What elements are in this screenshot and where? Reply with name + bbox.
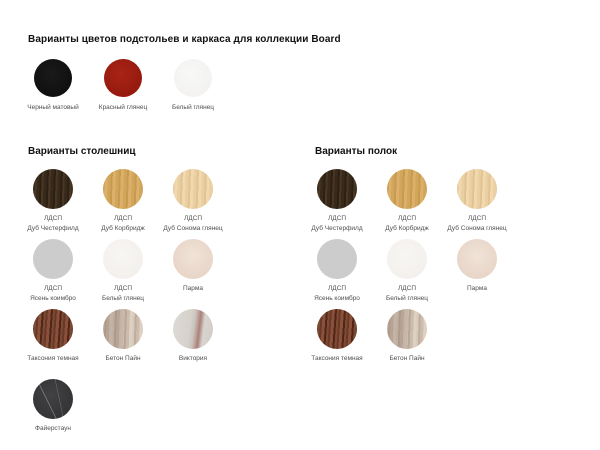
material-swatch-circle [317,239,357,279]
swatch-item [88,169,158,239]
swatch-label: Файерстаун [35,425,71,432]
swatch-label: Бетон Пайн [105,355,141,362]
swatch-label: Белый глянец [171,104,215,111]
shelf-swatch-group [302,169,512,379]
material-swatch-circle [317,309,357,349]
swatch-label: ЛДСП [43,215,63,222]
swatch-label: Виктория [178,355,208,362]
swatch-label: ЛДСП [113,285,133,292]
swatch-item [158,309,228,379]
swatch-label: Дуб Корбридж [101,225,145,233]
material-swatch-circle [104,59,142,97]
swatch-label: Бетон Пайн [389,355,425,362]
swatch-item [18,379,88,449]
section-title-tabletops: Варианты столешниц [28,146,136,157]
material-swatch-circle [103,239,143,279]
swatch-label: ЛДСП [113,215,133,222]
material-swatch-circle [103,169,143,209]
swatch-item [372,309,442,379]
swatch-item [302,309,372,379]
swatch-label: ЛДСП [397,215,417,222]
swatch-label: ЛДСП [397,285,417,292]
swatch-item [158,239,228,309]
tabletop-swatch-group [18,169,228,449]
swatch-item [302,169,372,239]
material-swatch-circle [103,309,143,349]
swatch-label: Дуб Сонома глянец [447,225,507,233]
frame-color-swatch-group [18,59,228,131]
swatch-item [372,169,442,239]
material-swatch-circle [174,59,212,97]
swatch-item [442,169,512,239]
material-swatch-circle [387,309,427,349]
swatch-label: Красный глянец [98,104,148,111]
section-title-shelves: Варианты полок [315,146,398,157]
swatch-label: ЛДСП [467,215,487,222]
material-swatch-circle [457,169,497,209]
swatch-label: Дуб Честерфилд [27,225,79,233]
page-title: Варианты цветов подстольев и каркаса для коллекции Board [28,34,341,45]
swatch-item [302,239,372,309]
swatch-label: Парма [183,285,203,292]
swatch-label: ЛДСП [183,215,203,222]
swatch-label: Таксония темная [311,355,363,362]
material-swatch-circle [34,59,72,97]
swatch-label: Черный матовый [27,104,79,111]
swatch-item [18,309,88,379]
swatch-label: ЛДСП [43,285,63,292]
material-swatch-circle [173,309,213,349]
swatch-label: Дуб Корбридж [385,225,429,233]
swatch-label: Ясень коимбро [314,295,360,303]
swatch-item [372,239,442,309]
swatch-label: Таксония темная [27,355,79,362]
swatch-label: Дуб Честерфилд [311,225,363,233]
swatch-label: Дуб Сонома глянец [163,225,223,233]
material-swatch-circle [33,379,73,419]
swatch-item [158,59,228,131]
swatch-item [442,239,512,309]
material-swatch-circle [33,309,73,349]
swatch-label: Белый глянец [385,295,429,303]
material-swatch-circle [457,239,497,279]
swatch-item [18,59,88,131]
swatch-item [88,59,158,131]
swatch-label: Парма [467,285,487,292]
material-swatch-circle [173,169,213,209]
swatch-item [158,169,228,239]
swatch-item [18,239,88,309]
material-swatch-circle [387,169,427,209]
swatch-label: ЛДСП [327,215,347,222]
swatch-label: Ясень коимбро [30,295,76,303]
material-swatch-circle [33,169,73,209]
swatch-item [88,239,158,309]
material-swatch-circle [173,239,213,279]
material-swatch-circle [317,169,357,209]
swatch-label: Белый глянец [101,295,145,303]
material-swatch-circle [33,239,73,279]
swatch-item [88,309,158,379]
swatch-item [18,169,88,239]
material-swatch-circle [387,239,427,279]
swatch-label: ЛДСП [327,285,347,292]
